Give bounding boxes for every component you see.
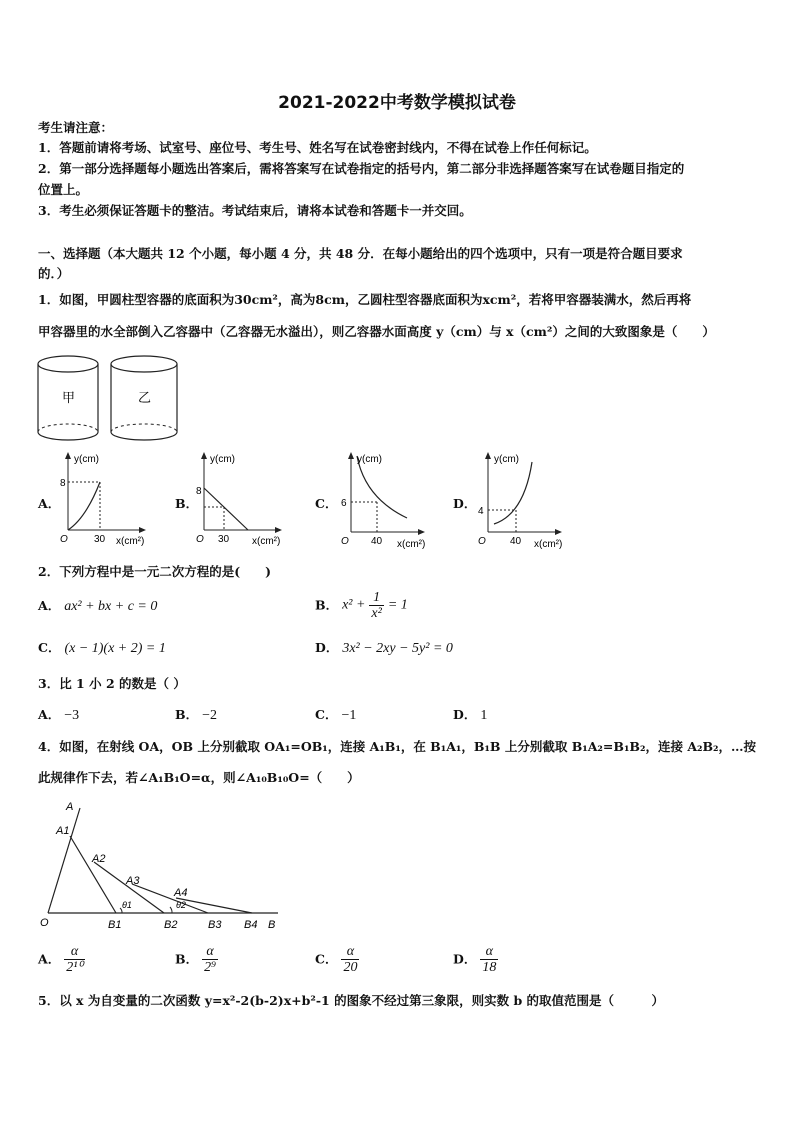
notice-item-1: 1．答题前请将考场、试室号、座位号、考生号、姓名写在试卷密封线内，不得在试卷上作任何标记。 <box>38 140 597 155</box>
graph-b-xval: 30 <box>218 534 230 545</box>
q4-figure <box>36 800 286 935</box>
q1-graph-b <box>192 450 292 546</box>
graph-d-origin: O <box>478 536 486 547</box>
graph-d-yval: 4 <box>478 506 484 517</box>
q3-stem: 3．比 1 小 2 的数是（ ） <box>38 676 186 691</box>
graph-a-ylabel: y(cm) <box>74 454 99 465</box>
section-heading-cont: 的．） <box>38 266 70 281</box>
q2-option-d-expr: 3x² − 2xy − 5y² = 0 <box>342 641 453 656</box>
graph-c-origin: O <box>341 536 349 547</box>
q2-stem: 2．下列方程中是一元二次方程的是( ) <box>38 564 272 579</box>
q1-option-d-letter: D． <box>453 496 477 511</box>
q2-option-b-pre: x² + <box>342 597 366 613</box>
graph-c-xlabel: x(cm²) <box>397 539 426 550</box>
label-B: B <box>268 919 276 931</box>
q1-option-c-letter: C． <box>315 496 338 511</box>
notice-item-3: 3．考生必须保证答题卡的整洁。考试结束后，请将本试卷和答题卡一并交回。 <box>38 203 472 218</box>
section-heading: 一、选择题（本大题共 12 个小题，每小题 4 分，共 48 分．在每小题给出的四个选项中，只有一项是符合题目要求 <box>38 246 683 261</box>
label-theta1: θ1 <box>122 900 132 910</box>
graph-d-xval: 40 <box>510 536 522 547</box>
q1-stem-line1: 1．如图，甲圆柱型容器的底面积为30cm²，高为8cm，乙圆柱型容器底面积为xcm²，若将甲容器装满水，然后再将 <box>38 292 692 307</box>
q2-option-c-expr: (x − 1)(x + 2) = 1 <box>64 641 166 656</box>
q4-stem-line1: 4．如图，在射线 OA，OB 上分别截取 OA₁=OB₁，连接 A₁B₁，在 B₁A₁，B₁B 上分别截取 B₁A₂=B₁B₂，连接 A₂B₂，…按 <box>38 739 757 754</box>
q1-option-a-letter: A． <box>38 496 61 511</box>
label-A4: A4 <box>174 887 188 899</box>
notice-item-2-cont: 位置上。 <box>38 182 89 197</box>
q2-option-c <box>38 638 166 659</box>
label-A3: A3 <box>126 875 140 887</box>
q2-option-b-num: 1 <box>369 590 383 606</box>
page-title: 2021-2022中考数学模拟试卷 <box>278 93 516 113</box>
q2-option-b-den: x² <box>371 606 382 621</box>
q3-option-a: A． −3 <box>38 707 80 723</box>
q2-option-b-letter: B． <box>315 597 339 613</box>
graph-b-yval: 8 <box>196 486 202 497</box>
q1-stem-line2: 甲容器里的水全部倒入乙容器中（乙容器无水溢出），则乙容器水面高度 y（cm）与 x（cm²）之间的大致图象是（ ） <box>38 324 715 339</box>
q2-option-b <box>315 590 408 621</box>
q3-option-c: C． −1 <box>315 707 357 723</box>
cylinder-jia-label: 甲 <box>62 390 76 405</box>
notice-heading: 考生请注意： <box>38 120 114 135</box>
cylinder-yi <box>111 356 177 440</box>
q2-option-b-post: = 1 <box>387 597 408 613</box>
q3-option-b: B． −2 <box>175 707 217 723</box>
q2-option-d-letter: D． <box>315 640 339 655</box>
label-O: O <box>40 917 49 929</box>
q5-stem: 5．以 x 为自变量的二次函数 y=x²-2(b-2)x+b²-1 的图象不经过第三象限，则实数 b 的取值范围是（ ） <box>38 993 665 1008</box>
q4-stem-line2: 此规律作下去，若∠A₁B₁O=α，则∠A₁₀B₁₀O=（ ） <box>38 770 360 785</box>
label-B3: B3 <box>208 919 222 931</box>
q1-option-b-letter: B． <box>175 496 199 511</box>
q4-option-d: D． $\frac{\alpha}{18}$ <box>453 944 497 975</box>
q4-option-b: B． $\frac{\alpha}{\text{2⁹}}$ <box>175 944 216 975</box>
q1-graph-c <box>335 450 435 550</box>
graph-a-xval: 30 <box>94 534 106 545</box>
q2-option-a-expr: ax² + bx + c = 0 <box>64 599 158 614</box>
q4-option-a: A． $\frac{\alpha}{\text{2¹⁰}}$ <box>38 944 83 975</box>
q3-option-d: D． 1 <box>453 707 488 723</box>
graph-d-xlabel: x(cm²) <box>534 539 563 550</box>
graph-b-origin: O <box>196 534 204 545</box>
label-B2: B2 <box>164 919 178 931</box>
q2-option-d <box>315 638 453 659</box>
graph-c-yval: 6 <box>341 498 347 509</box>
q2-option-c-letter: C． <box>38 640 61 655</box>
graph-d-ylabel: y(cm) <box>494 454 519 465</box>
graph-a-yval: 8 <box>60 478 66 489</box>
graph-a-xlabel: x(cm²) <box>116 536 145 546</box>
notice-item-2: 2．第一部分选择题每小题选出答案后，需将答案写在试卷指定的括号内，第二部分非选择题答案写在试卷题目指定的 <box>38 161 685 176</box>
label-A2: A2 <box>92 853 106 865</box>
cylinder-yi-label: 乙 <box>138 390 152 405</box>
q2-option-a-letter: A． <box>38 598 61 613</box>
label-B1: B1 <box>108 919 122 931</box>
label-B4: B4 <box>244 919 258 931</box>
q1-graph-d <box>472 450 572 550</box>
cylinders-figure <box>34 352 184 447</box>
graph-b-ylabel: y(cm) <box>210 454 235 465</box>
graph-c-xval: 40 <box>371 536 383 547</box>
graph-a-origin: O <box>60 534 68 545</box>
q2-option-a <box>38 596 157 617</box>
label-A1: A1 <box>56 825 70 837</box>
q1-graph-a <box>56 450 156 546</box>
graph-c-ylabel: y(cm) <box>357 454 382 465</box>
q4-option-c: C． $\frac{\alpha}{20}$ <box>315 944 358 975</box>
q2-option-b-fraction <box>369 590 383 621</box>
cylinder-jia <box>38 356 98 440</box>
graph-b-xlabel: x(cm²) <box>252 536 281 546</box>
label-theta2: θ2 <box>176 900 186 910</box>
label-A: A <box>66 801 74 813</box>
